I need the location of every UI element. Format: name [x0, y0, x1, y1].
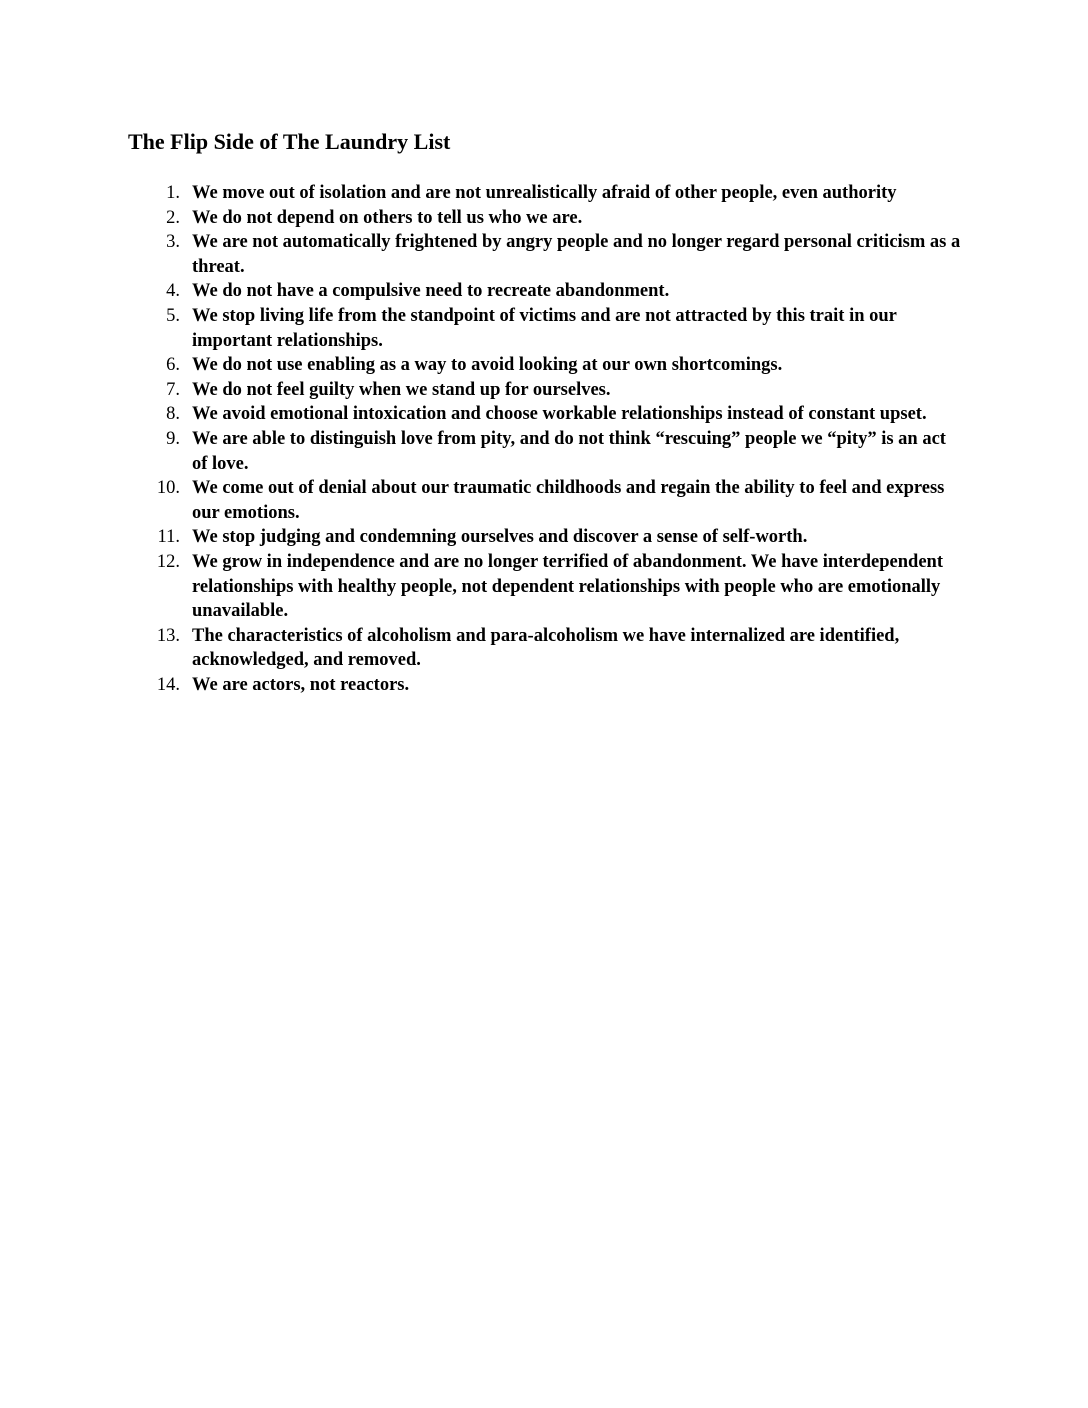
- list-item-text: We stop living life from the standpoint of victims and are not attracted by this trait in our important relationships.: [192, 305, 897, 351]
- list-item-number: 12.: [156, 551, 180, 572]
- list-item: [0, 353, 1088, 378]
- flip-side-list: [0, 181, 1088, 697]
- list-item: [0, 402, 1088, 427]
- list-item-text: We do not feel guilty when we stand up for ourselves.: [192, 379, 611, 400]
- list-item: [0, 230, 1088, 279]
- list-item-text: We do not depend on others to tell us who we are.: [192, 207, 583, 228]
- list-item: [0, 304, 1088, 353]
- list-item-number: 4.: [166, 281, 180, 302]
- list-item: [0, 525, 1088, 550]
- list-item: [0, 279, 1088, 304]
- list-item: [0, 427, 1088, 476]
- list-item-text: We come out of denial about our traumatic childhoods and regain the ability to feel and express our emotions.: [192, 478, 945, 523]
- list-item-text: We do not use enabling as a way to avoid looking at our own shortcomings.: [192, 355, 783, 376]
- list-item-text: We are not automatically frightened by angry people and no longer regard personal criticism as a threat.: [192, 232, 961, 277]
- list-item: [0, 624, 1088, 673]
- list-item: [0, 550, 1088, 624]
- list-item: [0, 673, 1088, 698]
- list-item: [0, 206, 1088, 231]
- list-item-number: 3.: [166, 232, 180, 253]
- list-item-number: 7.: [166, 379, 180, 400]
- list-item-number: 13.: [156, 625, 180, 646]
- list-item-number: 11.: [157, 527, 180, 548]
- list-item-number: 2.: [166, 207, 180, 228]
- list-item-number: 6.: [166, 355, 180, 376]
- list-item-number: 8.: [166, 404, 180, 425]
- list-item: [0, 476, 1088, 525]
- list-item-text: We are able to distinguish love from pity, and do not think “rescuing” people we “pity” is an act of love.: [192, 428, 946, 474]
- document-title: The Flip Side of The Laundry List: [128, 129, 451, 154]
- list-item-text: We grow in independence and are no longer terrified of abandonment. We have interdependent relationships with healthy people, not dependent relationships with people who are emotionally unavailable.: [192, 551, 943, 622]
- list-item-text: We avoid emotional intoxication and choose workable relationships instead of constant upset.: [192, 404, 927, 425]
- list-item: [0, 181, 1088, 206]
- list-item-text: We stop judging and condemning ourselves and discover a sense of self-worth.: [192, 527, 808, 548]
- list-item-number: 10.: [156, 478, 180, 499]
- list-item-text: We move out of isolation and are not unrealistically afraid of other people, even authority: [192, 183, 897, 203]
- list-item-number: 5.: [166, 305, 180, 326]
- list-item-text: The characteristics of alcoholism and para-alcoholism we have internalized are identified, acknowledged, and removed.: [192, 625, 900, 671]
- list-item-number: 1.: [166, 183, 180, 203]
- list-item-text: We are actors, not reactors.: [192, 674, 410, 695]
- list-item-text: We do not have a compulsive need to recreate abandonment.: [192, 281, 670, 302]
- list-item: [0, 378, 1088, 403]
- list-item-number: 9.: [166, 428, 180, 449]
- list-item-number: 14.: [156, 674, 180, 695]
